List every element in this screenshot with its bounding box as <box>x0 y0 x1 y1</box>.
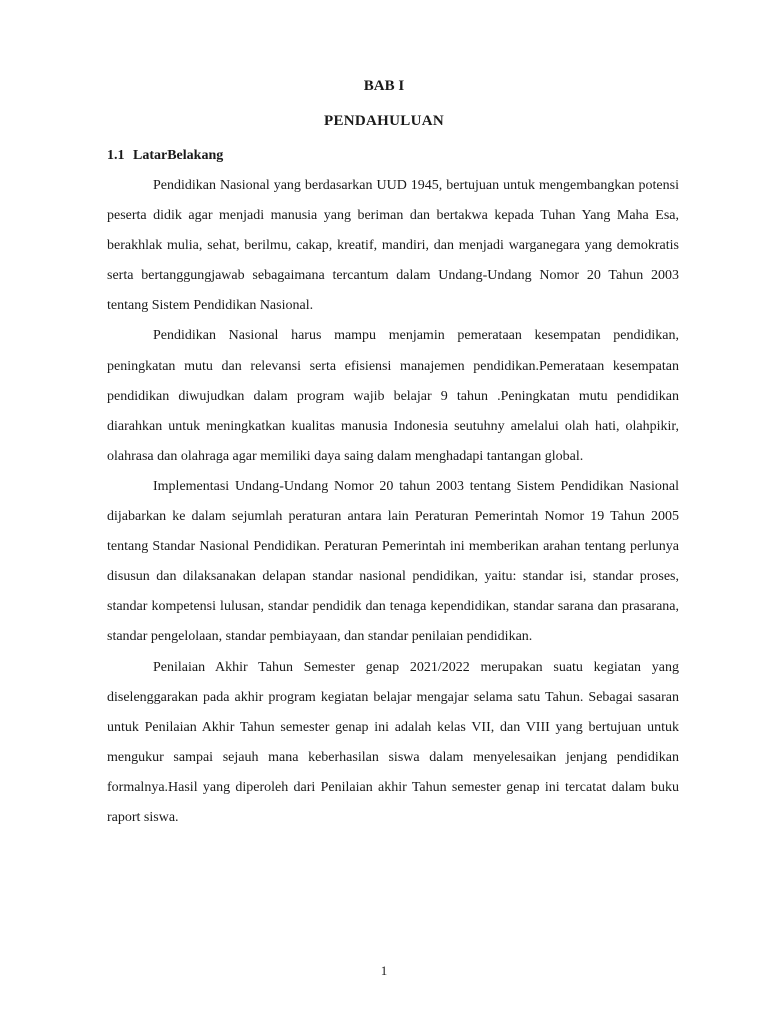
section-heading <box>107 148 223 164</box>
chapter-number: BAB I <box>363 78 405 94</box>
paragraph-4: Penilaian Akhir Tahun Semester genap 2021/2022 merupakan suatu kegiatan yang diselenggarakan pada akhir program kegiatan belajar mengajar selama satu Tahun. Sebagai sasaran untuk Penilaian Akhir Tahun semester genap ini adalah kelas VII, dan VIII yang bertujuan untuk mengukur sampai sejauh mana keberhasilan siswa dalam menyelesaikan jenjang pendidikan formalnya.Hasil yang diperoleh dari Penilaian akhir Tahun semester genap ini tercatat dalam buku raport siswa. <box>107 659 679 825</box>
section-title: LatarBelakang <box>133 148 224 163</box>
paragraph-2: Pendidikan Nasional harus mampu menjamin pemerataan kesempatan pendidikan, peningkatan mutu dan relevansi serta efisiensi manajemen pendidikan.Pemerataan kesempatan pendidikan diwujudkan dalam program wajib belajar 9 tahun .Peningkatan mutu pendidikan diarahkan untuk meningkatkan kualitas manusia Indonesia seutuhny amelalui olah hati, olahpikir, olahrasa dan olahraga agar memiliki daya saing dalam menghadapi tantangan global. <box>107 328 679 464</box>
section-number: 1.1 <box>107 148 125 163</box>
paragraph-1: Pendidikan Nasional yang berdasarkan UUD 1945, bertujuan untuk mengembangkan potensi peserta didik agar menjadi manusia yang beriman dan bertakwa kepada Tuhan Yang Maha Esa, berakhlak mulia, sehat, berilmu, cakap, kreatif, mandiri, dan menjadi warganegara yang demokratis serta bertanggungjawab sebagaimana tercantum dalam Undang-Undang Nomor 20 Tahun 2003 tentang Sistem Pendidikan Nasional. <box>107 178 679 314</box>
chapter-title: PENDAHULUAN <box>324 113 444 129</box>
body-text <box>107 171 679 833</box>
paragraph-3: Implementasi Undang-Undang Nomor 20 tahun 2003 tentang Sistem Pendidikan Nasional dijabarkan ke dalam sejumlah peraturan antara lain Peraturan Pemerintah Nomor 19 Tahun 2005 tentang Standar Nasional Pendidikan. Peraturan Pemerintah ini memberikan arahan tentang perlunya disusun dan dilaksanakan delapan standar nasional pendidikan, yaitu: standar isi, standar proses, standar kompetensi lulusan, standar pendidik dan tenaga kependidikan, standar sarana dan prasarana, standar pengelolaan, standar pembiayaan, dan standar penilaian pendidikan. <box>107 478 679 645</box>
page-number: 1 <box>380 963 388 978</box>
